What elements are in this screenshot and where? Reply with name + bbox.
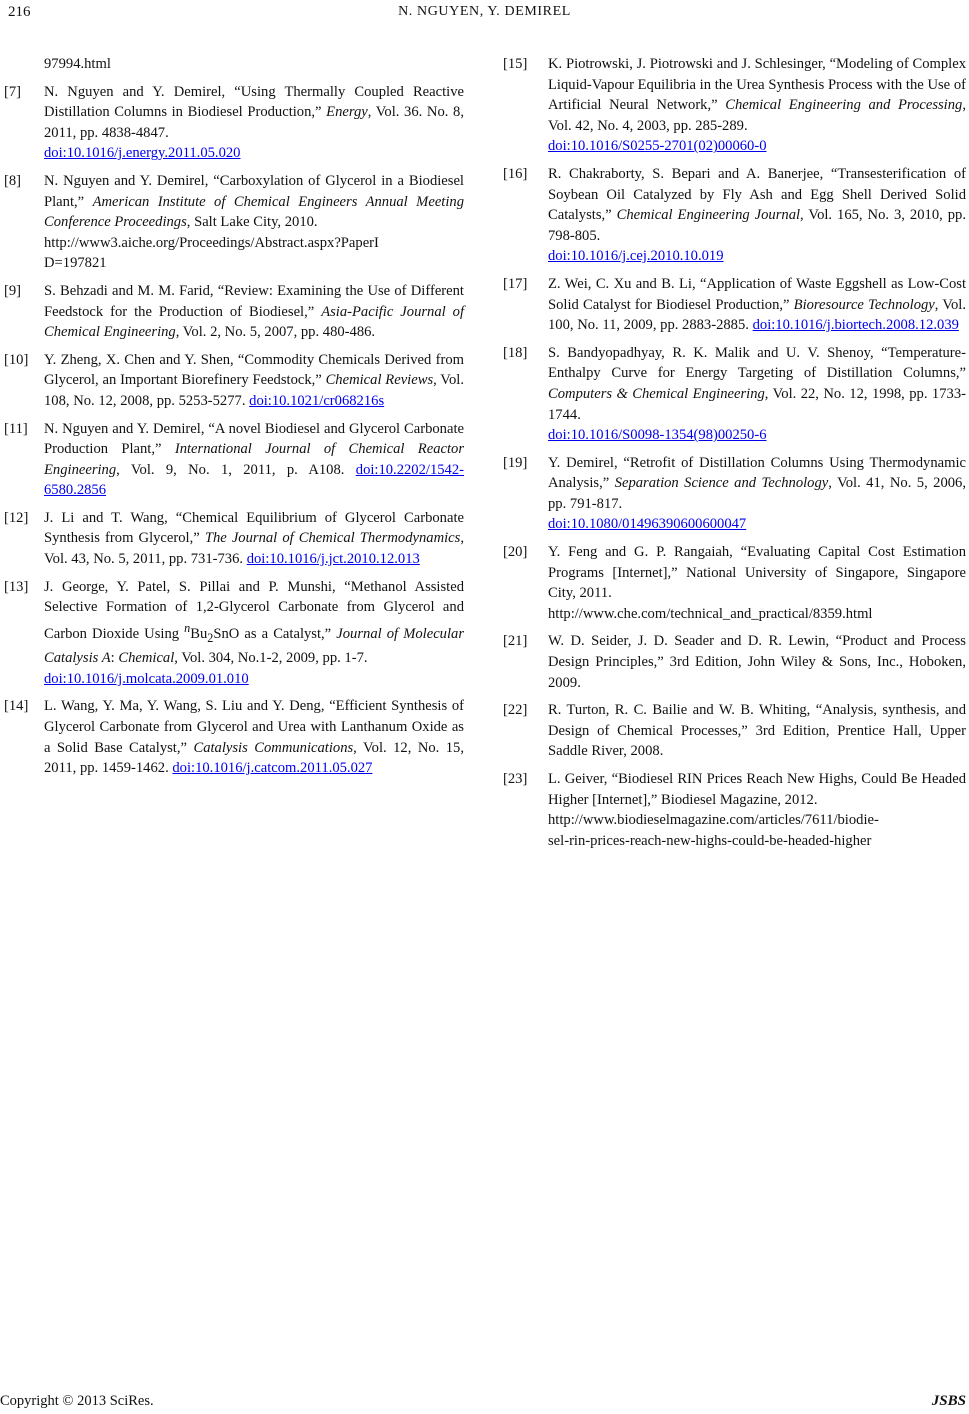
doi-link[interactable]: doi:10.1016/j.energy.2011.05.020 xyxy=(44,145,241,162)
doi-link[interactable]: doi:10.1016/j.catcom.2011.05.027 xyxy=(172,760,373,777)
reference-continuation: 97994.html xyxy=(44,56,111,72)
doi-link[interactable]: doi:10.2202/1542-6580.2856 xyxy=(44,461,465,499)
reference-text: Y. Feng and G. P. Rangaiah, “Evaluating Capital Cost Estimation Programs [Internet],” National University of Singapore, Singapore City, 2011. http://www.che.com/technical_and_practical/8359.html xyxy=(548,542,966,624)
url-text: http://www.biodieselmagazine.com/articles/7611/biodie- xyxy=(548,812,879,829)
reference-text: N. Nguyen and Y. Demirel, “Using Thermally Coupled Reactive Distillation Columns in Biodiesel Production,” Energy, Vol. 36. No. 8, 2011, pp. 4838-4847. doi:10.1016/j.energy.2011.05.020 xyxy=(44,82,464,164)
reference-text: K. Piotrowski, J. Piotrowski and J. Schlesinger, “Modeling of Complex Liquid-Vapour Equilibria in the Urea Synthesis Process with the Use of Artificial Neural Network,” Chemical Engineering and Processing, Vol. 42, No. 4, 2003, pp. 285-289. doi:10.1016/S0255-2701(02)00060-0 xyxy=(548,54,966,157)
reference-17 xyxy=(503,274,966,336)
reference-text: N. Nguyen and Y. Demirel, “Carboxylation of Glycerol in a Biodiesel Plant,” American Institute of Chemical Engineers Annual Meeting Conference Proceedings, Salt Lake City, 2010. http://www3.aiche.org/Proceedings/Abstract.aspx?PaperI D=197821 xyxy=(44,171,464,274)
reference-text: J. Li and T. Wang, “Chemical Equilibrium of Glycerol Carbonate Synthesis from Glycerol,” The Journal of Chemical Thermodynamics, Vol. 43, No. 5, 2011, pp. 731-736. doi:10.1016/j.jct.2010.12.013 xyxy=(44,509,464,568)
reference-9 xyxy=(0,281,464,343)
reference-15 xyxy=(503,54,966,157)
reference-text: N. Nguyen and Y. Demirel, “A novel Biodiesel and Glycerol Carbonate Production Plant,” International Journal of Chemical Reactor Engineering, Vol. 9, No. 1, 2011, p. A108. doi:10.2202/1542-6580.2856 xyxy=(44,420,465,499)
reference-22 xyxy=(503,700,966,762)
reference-text: L. Geiver, “Biodiesel RIN Prices Reach New Highs, Could Be Headed Higher [Internet],” Biodiesel Magazine, 2012. http://www.biodieselmagazine.com/articles/7611/biodie- sel-rin-prices-reach-new-highs-could-be-headed-higher xyxy=(548,769,966,851)
copyright-notice: Copyright © 2013 SciRes. xyxy=(0,1393,154,1410)
reference-number: [20] xyxy=(503,544,528,561)
reference-number: [18] xyxy=(503,344,528,361)
doi-link[interactable]: doi:10.1016/j.biortech.2008.12.039 xyxy=(752,317,959,334)
reference-number: [21] xyxy=(503,633,528,650)
reference-text: S. Bandyopadhyay, R. K. Malik and U. V. Shenoy, “Temperature-Enthalpy Curve for Energy Targeting of Distillation Columns,” Computers & Chemical Engineering, Vol. 22, No. 12, 1998, pp. 1733-1744. doi:10.1016/S0098-1354(98)00250-6 xyxy=(548,343,966,446)
url-text: D=197821 xyxy=(44,255,107,272)
reference-text: L. Wang, Y. Ma, Y. Wang, S. Liu and Y. Deng, “Efficient Synthesis of Glycerol Carbonate from Glycerol and Urea with Lanthanum Oxide as a Solid Base Catalyst,” Catalysis Communications, Vol. 12, No. 15, 2011, pp. 1459-1462. doi:10.1016/j.catcom.2011.05.027 xyxy=(44,698,465,777)
reference-number: [14] xyxy=(4,698,29,715)
reference-text: Y. Demirel, “Retrofit of Distillation Columns Using Thermodynamic Analysis,” Separation Science and Technology, Vol. 41, No. 5, 2006, pp. 791-817. doi:10.1080/01496390600600047 xyxy=(548,453,966,535)
reference-18 xyxy=(503,343,966,446)
reference-number: [10] xyxy=(4,351,29,368)
page-number: 216 xyxy=(8,4,31,20)
reference-text: R. Turton, R. C. Bailie and W. B. Whiting, “Analysis, synthesis, and Design of Chemical Processes,” 3rd Edition, Prentice Hall, Upper Saddle River, 2008. xyxy=(548,702,966,760)
reference-number: [11] xyxy=(4,420,28,437)
reference-13 xyxy=(0,577,464,690)
references-right-column xyxy=(503,54,966,858)
reference-number: [12] xyxy=(4,509,29,526)
doi-link[interactable]: doi:10.1016/j.molcata.2009.01.010 xyxy=(44,670,249,687)
url-text: http://www3.aiche.org/Proceedings/Abstract.aspx?PaperI xyxy=(44,234,379,251)
journal-abbreviation: JSBS xyxy=(931,1393,966,1410)
reference-number: [23] xyxy=(503,771,528,787)
url-text: sel-rin-prices-reach-new-highs-could-be-headed-higher xyxy=(548,832,872,849)
reference-number: [17] xyxy=(503,275,528,292)
reference-10 xyxy=(0,350,464,412)
reference-8 xyxy=(0,171,464,274)
doi-link[interactable]: doi:10.1016/S0255-2701(02)00060-0 xyxy=(548,138,767,155)
doi-link[interactable]: doi:10.1080/01496390600600047 xyxy=(548,516,747,533)
reference-number: [15] xyxy=(503,56,528,72)
doi-link[interactable]: doi:10.1016/j.jct.2010.12.013 xyxy=(246,551,420,568)
reference-7 xyxy=(0,82,464,164)
reference-text: Y. Zheng, X. Chen and Y. Shen, “Commodity Chemicals Derived from Glycerol, an Important Biorefinery Feedstock,” Chemical Reviews, Vol. 108, No. 12, 2008, pp. 5253-5277. doi:10.1021/cr068216s xyxy=(44,351,464,409)
reference-number: [16] xyxy=(503,165,528,182)
reference-number: [13] xyxy=(4,578,29,595)
doi-link[interactable]: doi:10.1016/j.cej.2010.10.019 xyxy=(548,248,724,265)
running-head: N. NGUYEN, Y. DEMIREL xyxy=(398,4,571,19)
reference-14 xyxy=(0,696,464,778)
doi-link[interactable]: doi:10.1016/S0098-1354(98)00250-6 xyxy=(548,427,767,444)
reference-12 xyxy=(0,508,464,570)
reference-16 xyxy=(503,164,966,267)
reference-23 xyxy=(503,769,966,851)
reference-21 xyxy=(503,631,966,693)
reference-number: [8] xyxy=(4,172,22,189)
reference-text: W. D. Seider, J. D. Seader and D. R. Lewin, “Product and Process Design Principles,” 3rd Edition, John Wiley & Sons, Inc., Hoboken, 2009. xyxy=(548,633,966,691)
reference-19 xyxy=(503,453,966,535)
doi-link[interactable]: doi:10.1021/cr068216s xyxy=(249,392,385,409)
reference-number: [19] xyxy=(503,454,528,471)
reference-number: [9] xyxy=(4,282,22,299)
url-text: http://www.che.com/technical_and_practical/8359.html xyxy=(548,605,873,622)
reference-text: R. Chakraborty, S. Bepari and A. Banerjee, “Transesterification of Soybean Oil Catalyzed by Fly Ash and Egg Shell Derived Solid Catalysts,” Chemical Engineering Journal, Vol. 165, No. 3, 2010, pp. 798-805. doi:10.1016/j.cej.2010.10.019 xyxy=(548,164,966,267)
references-left-column xyxy=(0,54,464,786)
reference-text: J. George, Y. Patel, S. Pillai and P. Munshi, “Methanol Assisted Selective Formation of 1,2-Glycerol Carbonate from Glycerol and Carbon Dioxide Using $^nBu_2SnO$ as a Catalyst,” Journal of Molecular Catalysis A: Chemical, Vol. 304, No.1-2, 2009, pp. 1-7. doi:10.1016/j.molcata.2009.01.010 xyxy=(44,577,464,690)
reference-11 xyxy=(0,419,464,501)
reference-number: [7] xyxy=(4,83,22,100)
reference-20 xyxy=(503,542,966,624)
reference-number: [22] xyxy=(503,702,528,719)
reference-text: S. Behzadi and M. M. Farid, “Review: Examining the Use of Different Feedstock for the Production of Biodiesel,” Asia-Pacific Journal of Chemical Engineering, Vol. 2, No. 5, 2007, pp. 480-486. xyxy=(44,282,464,341)
reference-text: Z. Wei, C. Xu and B. Li, “Application of Waste Eggshell as Low-Cost Solid Catalyst for Biodiesel Production,” Bioresource Technology, Vol. 100, No. 11, 2009, pp. 2883-2885. doi:10.1016/j.biortech.2008.12.039 xyxy=(548,275,966,334)
